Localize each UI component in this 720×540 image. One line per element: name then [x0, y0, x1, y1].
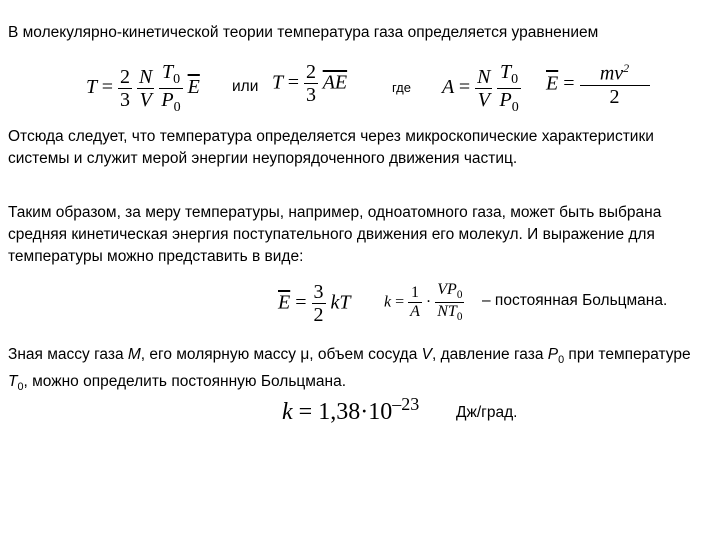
eq1-equals: = — [101, 76, 114, 99]
or-label: или — [232, 78, 259, 95]
boltzmann-value: $k = 1,38\cdot 10^{-23}$ — [282, 394, 420, 425]
eq1-frac-t-p: $\frac{T_0}{P_0}$ — [161, 61, 181, 115]
temperature-alt-equation: T = $\frac{2}{3}$ $\overline{AE}$ — [272, 61, 348, 106]
where-label: где — [392, 80, 411, 95]
conclusion-text: Отсюда следует, что температура определяется через микроскопические характеристики системы и служит мерой энергии неупорядоченного движения частиц. — [8, 128, 654, 167]
mean-energy-equation: $\overline{E}$ = $\frac{3}{2}$ kT — [278, 281, 351, 326]
energy-equation: $\overline{E}$ = $\frac{mv^2}{2}$ — [546, 62, 650, 108]
boltzmann-label: – постоянная Больцмана. — [482, 292, 668, 309]
eq1-lhs: T — [86, 76, 97, 99]
intro-text: В молекулярно-кинетической теории температура газа определяется уравнением — [8, 24, 599, 41]
given-text: Зная массу газа M, его молярную массу μ, объем сосуда V, давление газа $P_0$ при температуре $T_0$, можно определить постоянную Больцмана. — [8, 346, 691, 394]
eq1-frac-n-v: $\frac{N}{V}$ — [139, 65, 153, 111]
a-equation: A = $\frac{N}{V}$ $\frac{T_0}{P_0}$ — [442, 61, 519, 115]
boltzmann-unit: Дж/град. — [456, 404, 518, 421]
eq1-energy: $\overline{E}$ — [187, 76, 200, 99]
temperature-equation — [86, 62, 200, 115]
measure-text: Таким образом, за меру температуры, например, одноатомного газа, может быть выбрана средняя кинетическая энергия поступательного движения его молекул. И выражение для температуры можно представить в виде: — [8, 204, 662, 265]
eq1-coef: $\frac{2}{3}$ — [120, 65, 131, 111]
boltzmann-definition: k = $\frac{1}{A}$ · $\frac{VP_0}{NT_0}$ — [384, 281, 463, 324]
